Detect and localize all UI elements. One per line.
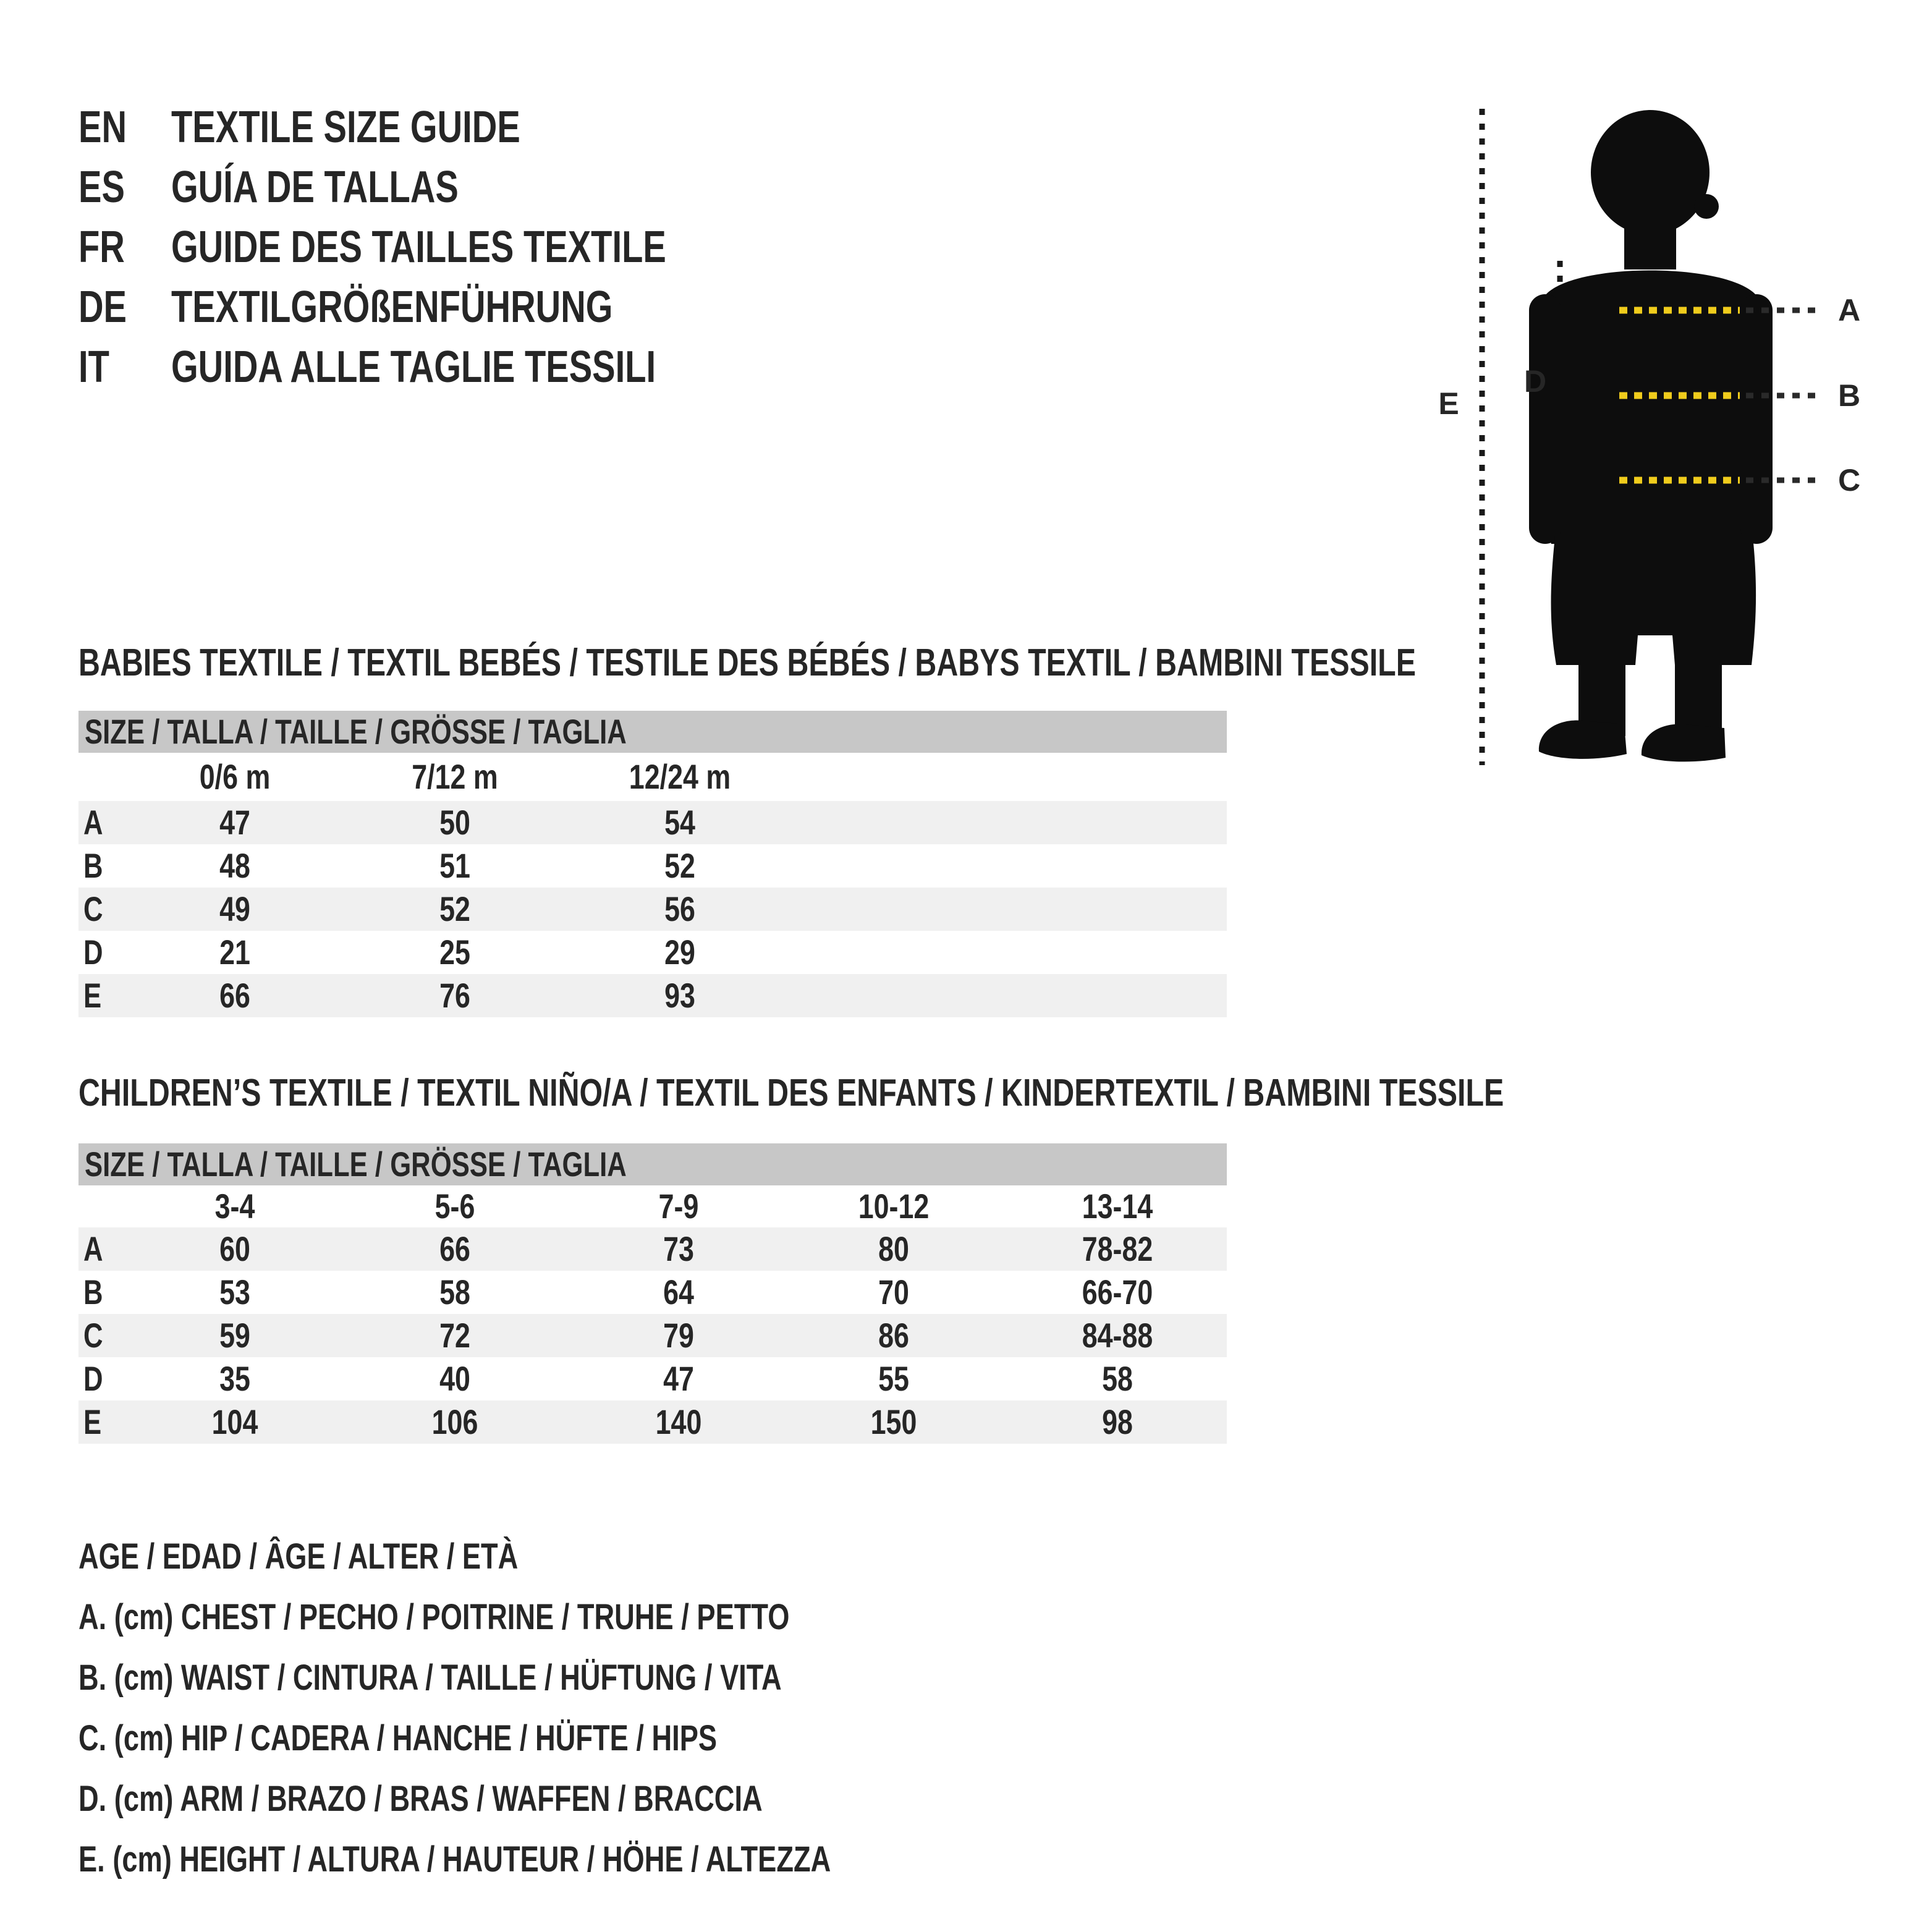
row-label: B — [83, 1273, 103, 1311]
legend-waist-line: B. (cm) WAIST / CINTURA / TAILLE / HÜFTUNG / VITA — [78, 1658, 782, 1698]
row-label: A — [83, 1229, 103, 1268]
children-column-header-row — [78, 1185, 1227, 1227]
row-label: E — [83, 976, 102, 1015]
marker-label-a: A — [1837, 293, 1861, 328]
legend-hip-line: C. (cm) HIP / CADERA / HANCHE / HÜFTE / HIPS — [78, 1718, 718, 1758]
language-code: IT — [78, 342, 109, 392]
table-row: B 53 58 64 70 66-70 — [78, 1271, 1227, 1314]
row-label: E — [83, 1402, 102, 1441]
children-col-1: 5-6 — [434, 1187, 475, 1226]
row-label: A — [83, 803, 103, 842]
language-code: EN — [78, 103, 127, 152]
table-row: E 104 106 140 150 98 — [78, 1400, 1227, 1444]
babies-section-title: BABIES TEXTILE / TEXTIL BEBÉS / TESTILE DES BÉBÉS / BABYS TEXTIL / BAMBINI TESSILE — [78, 642, 1416, 684]
children-col-2: 7-9 — [658, 1187, 699, 1226]
legend-arm-line: D. (cm) ARM / BRAZO / BRAS / WAFFEN / BRACCIA — [78, 1779, 763, 1819]
table-row: A 47 50 54 — [78, 801, 1227, 844]
language-code: FR — [78, 222, 125, 272]
table-row: E 66 76 93 — [78, 974, 1227, 1017]
row-label: B — [83, 846, 103, 885]
children-section-title: CHILDREN’S TEXTILE / TEXTIL NIÑO/A / TEXTIL DES ENFANTS / KINDERTEXTIL / BAMBINI TESSILE — [78, 1072, 1504, 1114]
legend-chest-line: A. (cm) CHEST / PECHO / POITRINE / TRUHE / PETTO — [78, 1597, 790, 1637]
silhouette-right-shoe — [1642, 724, 1726, 761]
babies-column-header-row — [78, 753, 1227, 801]
children-col-4: 13-14 — [1082, 1187, 1153, 1226]
marker-label-d: D — [1523, 364, 1547, 399]
marker-label-b: B — [1837, 378, 1861, 413]
children-size-header-band: SIZE / TALLA / TAILLE / GRÖSSE / TAGLIA — [78, 1143, 1227, 1185]
table-row: B 48 51 52 — [78, 844, 1227, 888]
guide-title-de: TEXTILGRÖßENFÜHRUNG — [171, 282, 613, 332]
guide-title-es: GUÍA DE TALLAS — [171, 163, 459, 212]
legend-age-line: AGE / EDAD / ÂGE / ALTER / ETÀ — [78, 1536, 519, 1577]
silhouette-neck — [1624, 201, 1676, 269]
guide-title-fr: GUIDE DES TAILLES TEXTILE — [171, 222, 666, 272]
marker-label-c: C — [1837, 463, 1861, 498]
table-row: C 59 72 79 86 84-88 — [78, 1314, 1227, 1357]
language-code: ES — [78, 163, 125, 212]
children-col-3: 10-12 — [858, 1187, 930, 1226]
guide-title-it: GUIDA ALLE TAGLIE TESSILI — [171, 342, 656, 392]
table-row: D 35 40 47 55 58 — [78, 1357, 1227, 1400]
row-label: C — [83, 889, 103, 928]
babies-col-0: 0/6 m — [199, 757, 271, 796]
language-code: DE — [78, 282, 127, 332]
table-row: C 49 52 56 — [78, 888, 1227, 931]
silhouette-left-shoe — [1539, 720, 1627, 758]
silhouette-ear — [1694, 194, 1719, 219]
row-label: D — [83, 1359, 103, 1398]
babies-col-1: 7/12 m — [412, 757, 498, 796]
table-row: A 60 66 73 80 78-82 — [78, 1227, 1227, 1271]
table-row: D 21 25 29 — [78, 931, 1227, 974]
row-label: D — [83, 933, 103, 972]
babies-size-header-band: SIZE / TALLA / TAILLE / GRÖSSE / TAGLIA — [78, 711, 1227, 753]
guide-title-en: TEXTILE SIZE GUIDE — [171, 103, 520, 152]
babies-col-2: 12/24 m — [629, 757, 731, 796]
legend-height-line: E. (cm) HEIGHT / ALTURA / HAUTEUR / HÖHE / ALTEZZA — [78, 1839, 831, 1879]
row-label: C — [83, 1316, 103, 1355]
marker-label-e: E — [1438, 386, 1459, 421]
children-col-0: 3-4 — [214, 1187, 255, 1226]
silhouette-right-arm — [1740, 294, 1773, 544]
silhouette-left-arm — [1529, 294, 1561, 544]
